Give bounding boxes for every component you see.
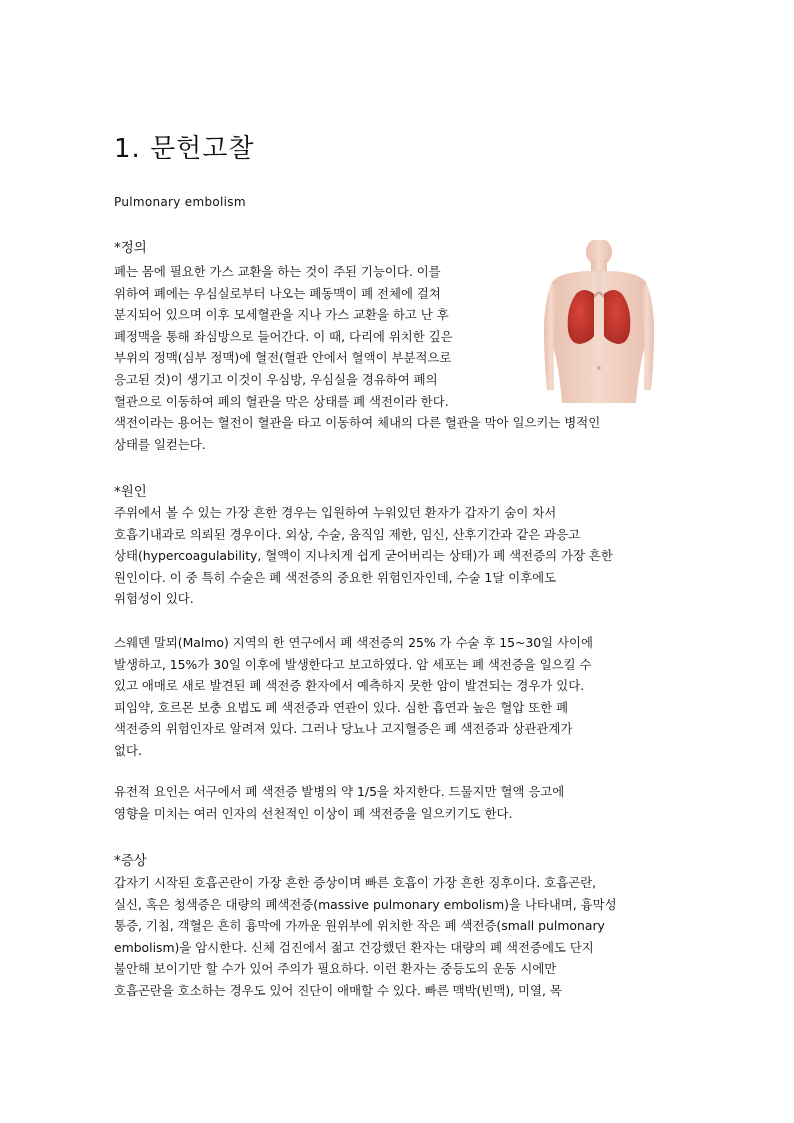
text-line: 없다. bbox=[114, 742, 142, 758]
document-subtitle: Pulmonary embolism bbox=[114, 195, 246, 209]
definition-heading: *정의 bbox=[114, 240, 147, 256]
text-line: 폐정맥을 통해 좌심방으로 들어간다. 이 때, 다리에 위치한 깊은 bbox=[114, 328, 453, 344]
text-line: 폐는 몸에 필요한 가스 교환을 하는 것이 주된 기능이다. 이를 bbox=[114, 264, 441, 279]
symptom-heading: *증상 bbox=[114, 853, 147, 869]
text-line: 색전증의 위험인자로 알려져 있다. 그러나 당뇨나 고지혈증은 폐 색전증과 상관관계가 bbox=[114, 721, 573, 737]
text-line: 통증, 기침, 객혈은 흔히 흉막에 가까운 원위부에 위치한 작은 폐 색전증(small pulmonary bbox=[114, 918, 605, 934]
text-line: 상태를 일컫는다. bbox=[114, 436, 206, 452]
text-line: 유전적 요인은 서구에서 폐 색전증 발병의 약 1/5을 차지한다. 드물지만 혈액 응고에 bbox=[114, 784, 565, 799]
text-line: 피임약, 호르몬 보충 요법도 폐 색전증과 연관이 있다. 심한 흡연과 높은 혈압 또한 폐 bbox=[114, 699, 569, 715]
cause-paragraph-1 bbox=[114, 502, 613, 610]
cause-heading: *원인 bbox=[114, 484, 147, 500]
symptom-text bbox=[114, 872, 617, 1002]
text-line: 주위에서 볼 수 있는 가장 흔한 경우는 입원하여 누워있던 환자가 갑자기 숨이 차서 bbox=[114, 505, 557, 520]
text-line: 스웨덴 말뫼(Malmo) 지역의 한 연구에서 폐 색전증의 25% 가 수술 후 15~30일 사이에 bbox=[114, 635, 593, 650]
text-line: 발생하고, 15%가 30일 이후에 발생한다고 보고하였다. 암 세포는 폐 색전증을 일으킬 수 bbox=[114, 656, 592, 672]
page-title: 1. 문헌고찰 bbox=[114, 134, 255, 164]
text-line: 위험성이 있다. bbox=[114, 591, 194, 607]
text-line: 갑자기 시작된 호흡곤란이 가장 흔한 증상이며 빠른 호흡이 가장 흔한 징후이다. 호흡곤란, bbox=[114, 875, 597, 890]
text-line: 영향을 미치는 여러 인자의 선천적인 이상이 폐 색전증을 일으키기도 한다. bbox=[114, 805, 513, 821]
cause-paragraph-3 bbox=[114, 781, 564, 824]
navel-shape bbox=[597, 366, 600, 370]
cause-paragraph-2 bbox=[114, 632, 593, 762]
text-line: 분지되어 있으며 이후 모세혈관을 지나 가스 교환을 하고 난 후 bbox=[114, 307, 449, 323]
text-line: 호흡곤란을 호소하는 경우도 있어 진단이 애매할 수 있다. 빠른 맥박(빈맥), 미열, 목 bbox=[114, 982, 562, 998]
text-line: 있고 애매로 새로 발견된 폐 색전증 환자에서 예측하지 못한 암이 발견되는 경우가 있다. bbox=[114, 678, 585, 694]
text-line: 응고된 것)이 생기고 이것이 우심방, 우심실을 경유하여 폐의 bbox=[114, 371, 438, 387]
trachea-shape bbox=[597, 270, 602, 294]
text-line: embolism)을 암시한다. 신체 검진에서 젊고 건강했던 환자는 대량의 폐 색전증에도 단지 bbox=[114, 939, 594, 955]
text-line: 원인이다. 이 중 특히 수술은 폐 색전증의 중요한 위험인자인데, 수술 1달 이후에도 bbox=[114, 569, 557, 585]
text-line: 부위의 정맥(심부 정맥)에 혈전(혈관 안에서 혈액이 부분적으로 bbox=[114, 350, 452, 366]
text-line: 위하여 폐에는 우심실로부터 나오는 폐동맥이 폐 전체에 걸쳐 bbox=[114, 285, 441, 301]
text-line: 호흡기내과로 의뢰된 경우이다. 외상, 수술, 움직임 제한, 임신, 산후기간과 같은 과응고 bbox=[114, 526, 581, 542]
text-line: 혈관으로 이동하여 폐의 혈관을 막은 상태를 폐 색전이라 한다. bbox=[114, 393, 449, 409]
text-line: 불안해 보이기만 할 수가 있어 주의가 필요하다. 이런 환자는 중등도의 운동 시에만 bbox=[114, 961, 557, 977]
text-line: 실신, 혹은 청색증은 대량의 폐색전증(massive pulmonary embolism)을 나타내며, 흉막성 bbox=[114, 896, 617, 912]
definition-text bbox=[114, 261, 600, 455]
lungs-anatomy-illustration bbox=[538, 240, 660, 403]
text-line: 상태(hypercoagulability, 혈액이 지나치게 쉽게 굳어버리는 상태)가 폐 색전증의 가장 흔한 bbox=[114, 548, 613, 564]
text-line: 색전이라는 용어는 혈전이 혈관을 타고 이동하여 체내의 다른 혈관을 막아 일으키는 병적인 bbox=[114, 415, 601, 431]
lungs-icon bbox=[538, 240, 660, 403]
